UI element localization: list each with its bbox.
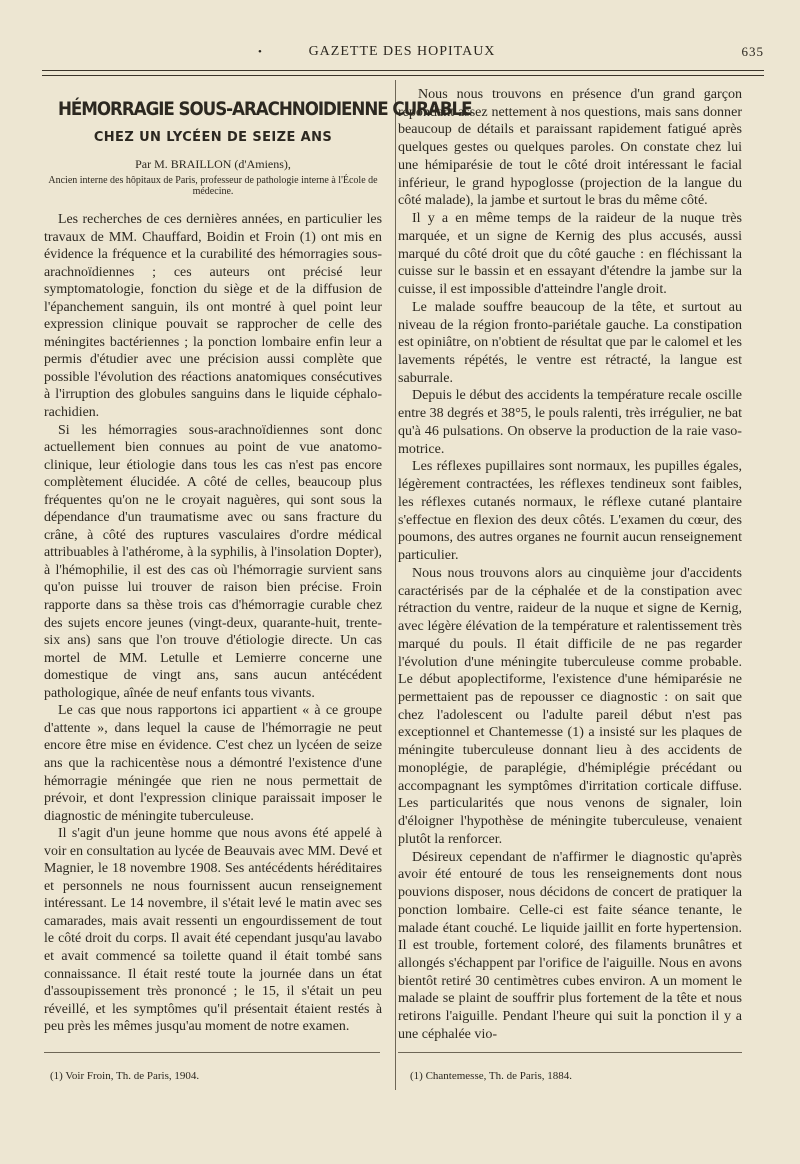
- column-divider: [395, 80, 396, 1090]
- paragraph: Il y a en même temps de la raideur de la nuque très marquée, et un signe de Kernig des plus accusés, aussi marqué du côté droit que du côté gauche : en fléchissant la cuisse sur le bassin et en essayant d'étendre la jambe sur la cuisse, il est impossible d'atteindre l'angle droit.: [398, 210, 742, 298]
- paragraph: Depuis le début des accidents la température recale oscille entre 38 degrés et 38°5, le pouls ralenti, très irrégulier, ne bat qu'à 46 pulsations. On observe la production de la raie vaso-motrice.: [398, 387, 742, 457]
- journal-title: GAZETTE DES HOPITAUX: [308, 44, 496, 59]
- paragraph: Nous nous trouvons en présence d'un grand garçon répondant assez nettement à nos questions, mais sans donner beaucoup de détails et paraissant rapidement fatigué après quelques gestes ou quelques paroles. On constate chez lui une hémiparésie de tout le côté droit intéressant le facial inférieur, le grand hypoglosse (projection de la langue du côté malade), la jambe et surtout le bras du même côté.: [398, 86, 742, 209]
- article-byline: Par M. BRAILLON (d'Amiens),: [135, 157, 291, 171]
- paragraph: Les réflexes pupillaires sont normaux, les pupilles égales, légèrement contractées, les réflexes tendineux sont faibles, les réflexes cutanés normaux, le réflexe cutané plantaire s'effectue en flexion des deux côtés. L'examen du cœur, des poumons, des autres organes ne fournit aucun renseignement particulier.: [398, 458, 742, 564]
- author-affiliation: Ancien interne des hôpitaux de Paris, professeur de pathologie interne à l'École de médecine.: [48, 175, 378, 197]
- paragraph: Désireux cependant de n'affirmer le diagnostic qu'après avoir été entouré de tous les renseignements dont nous pouvions disposer, nous décidons de concert de pratiquer la ponction lombaire. Celle-ci est faite séance tenante, le malade étant couché. Le liquide jaillit en forte hypertension. Il est trouble, fortement coloré, des filaments brunâtres et allongés s'échappent par l'orifice de l'aiguille. Nous en avons bientôt retiré 30 centimètres cubes environ. A un moment le malade se plaint de souffrir plus fortement de la tête et nous retirons l'aiguille. Pendant l'heure qui suit la ponction il y a une céphalée vio-: [398, 848, 742, 1042]
- right-column: [398, 86, 742, 1044]
- running-head: [40, 44, 764, 66]
- paragraph: Si les hémorragies sous-arachnoïdiennes sont donc actuellement bien connues au point de vue anatomo-clinique, leur étiologie dans tous les cas n'est pas encore complètement élucidée. A côté de celles, beaucoup plus fréquentes qu'on ne le croyait naguères, qui sont sous la dépendance d'un traumatisme avec ou sans fracture du crâne, à côté des ruptures vasculaires d'ordre médical attribuables à l'athérome, à la syphilis, à l'insolation Dopter), à l'hémophilie, il est des cas où l'hémorragie survient sans qu'on puisse lui trouver de raison bien précise. Froin rapporte dans sa thèse trois cas d'hémorragie curable chez des sujets encore jeunes (vingt-deux, quarante-huit, trente-six ans) sans que l'on trouve d'étiologie directe. Un cas mortel de MM. Letulle et Lemierre concerne une domestique de vingt ans, sans aucun antécédent pathologique, aînée de neuf enfants tous vivants.: [44, 422, 382, 701]
- paragraph: Il s'agit d'un jeune homme que nous avons été appelé à voir en consultation au lycée de Beauvais avec MM. Devé et Magnier, le 18 novembre 1908. Ses antécédents héréditaires et personnels ne nous fournissent aucun renseignement intéressant. Le 14 novembre, il s'était levé le matin avec ses camarades, mais avait ressenti un engourdissement de tout le côté droit du corps. Il avait été cependant jusqu'au lavabo et avait commencé sa toilette quand il était tombé sans connaissance. Il était resté toute la journée dans un état d'assoupissement très prononcé ; le 15, il s'était un peu réveillé, et les symptômes qu'il présentait étaient restés à peu près les mêmes jusqu'au moment de notre examen.: [44, 826, 382, 1035]
- header-rule-thin: [42, 75, 764, 76]
- ornament-mark: •: [258, 46, 263, 58]
- left-column: [44, 86, 472, 1036]
- page-number: 635: [741, 44, 764, 59]
- footnote-rule-right: [398, 1052, 742, 1053]
- footnote-left: (1) Voir Froin, Th. de Paris, 1904.: [50, 1070, 200, 1082]
- paragraph: Le cas que nous rapportons ici appartient « à ce groupe d'attente », dans lequel la cause de l'hémorragie ne peut encore être mise en évidence. C'est chez un lycéen de seize ans que la rachicentèse nous a démontré l'existence d'une hémorragie méningée que rien ne nous permettait de prévoir, et dont l'expression clinique paraissait imposer le diagnostic de méningite tuberculeuse.: [44, 703, 382, 824]
- paragraph: Le malade souffre beaucoup de la tête, et surtout au niveau de la région fronto-pariétale gauche. La constipation est opiniâtre, on n'obtient de résultat que par le calomel et les lavements répétés, le ventre est rétracté, la langue est saburrale.: [398, 298, 742, 386]
- paragraph: Nous nous trouvons alors au cinquième jour d'accidents caractérisés par de la céphalée et de la constipation avec rétraction du ventre, raideur de la nuque et signe de Kernig, avec légère élévation de la température et ralentissement très marqué du pouls. Il était difficile de ne pas regarder l'évolution d'une méningite tuberculeuse comme probable. Le début apoplectiforme, l'existence d'une hémiparésie ne permettaient pas de repousser ce diagnostic : on sait que chez l'adolescent ou l'adulte pareil début n'est pas exceptionnel et Chantemesse (1) a insisté sur les plaques de méningite tuberculeuse donnant lieu à des accidents de monoplégie, de paraplégie, d'hémiplégie précédant ou accompagnant les symptômes d'irritation corticale diffuse. Les particularités que nous venons de signaler, loin d'éloigner l'hypothèse de méningite tuberculeuse, venaient plutôt la renforcer.: [398, 564, 742, 847]
- paragraph: Les recherches de ces dernières années, en particulier les travaux de MM. Chauffard, Boidin et Froin (1) ont mis en évidence la fréquence et la curabilité des hémorragies sous-arachnoïdiennes ; ces auteurs ont précisé leur symptomatologie, fonction du siège et de la diffusion de l'épanchement sanguin, ils ont montré à quel point leur expression clinique pouvait se rapprocher de celle des méningites bactériennes ; la ponction lombaire enfin leur a permis d'étudier avec une précision aussi complète que possible l'évolution des réactions anatomiques consécutives à l'irruption des globules sanguins dans le liquide céphalo-rachidien.: [44, 212, 382, 421]
- footnote-rule-left: [44, 1052, 380, 1053]
- footnote-right: (1) Chantemesse, Th. de Paris, 1884.: [410, 1070, 573, 1082]
- article-subtitle: CHEZ UN LYCÉEN DE SEIZE ANS: [93, 130, 333, 145]
- header-rule: [42, 70, 764, 71]
- article-headline: HÉMORRAGIE SOUS-ARACHNOIDIENNE CURABLE: [58, 98, 472, 120]
